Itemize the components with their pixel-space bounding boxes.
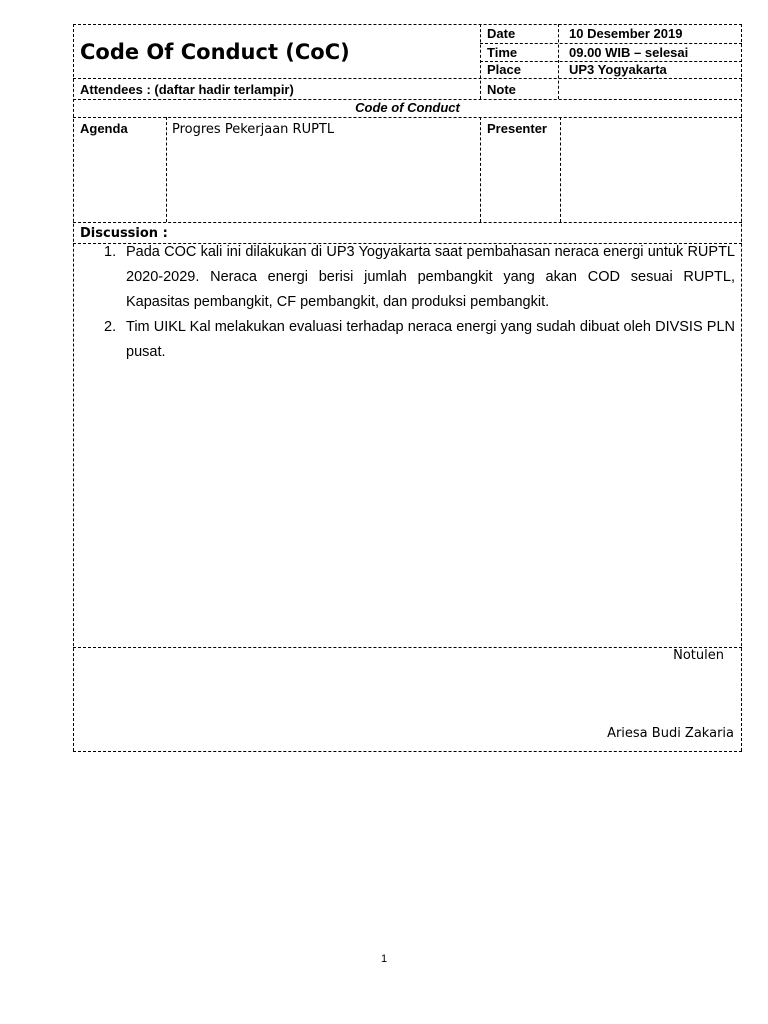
time-value: 09.00 WIB – selesai — [569, 45, 689, 60]
signature-role: Notulen — [673, 648, 724, 663]
list-item-text: Pada COC kali ini dilakukan di UP3 Yogyakarta saat pembahasan neraca energi untuk RUPTL 2020-2029. Neraca energi berisi jumlah pembangkit yang akan COD sesuai RUPTL, Kapasitas pembangkit, CF pembangkit, dan produksi pembangkit. — [126, 244, 735, 310]
list-item-text: Tim UIKL Kal melakukan evaluasi terhadap neraca energi yang sudah dibuat oleh DIVSIS PLN pusat. — [126, 319, 735, 360]
document-title: Code Of Conduct (CoC) — [80, 40, 350, 64]
date-value: 10 Desember 2019 — [569, 26, 683, 41]
presenter-label: Presenter — [487, 121, 547, 136]
list-item-number: 1. — [104, 244, 117, 260]
page-number: 1 — [380, 953, 388, 965]
agenda-value: Progres Pekerjaan RUPTL — [172, 122, 335, 137]
signature-name: Ariesa Budi Zakaria — [607, 726, 734, 741]
date-label: Date — [487, 26, 516, 41]
discussion-label: Discussion : — [80, 226, 168, 241]
time-label: Time — [487, 45, 518, 60]
agenda-label: Agenda — [80, 121, 128, 136]
place-value: UP3 Yogyakarta — [569, 62, 667, 77]
place-label: Place — [487, 62, 521, 77]
attendees-text: Attendees : (daftar hadir terlampir) — [80, 82, 294, 97]
section-title: Code of Conduct — [355, 100, 460, 115]
list-item-number: 2. — [104, 319, 117, 335]
note-label: Note — [487, 82, 516, 97]
